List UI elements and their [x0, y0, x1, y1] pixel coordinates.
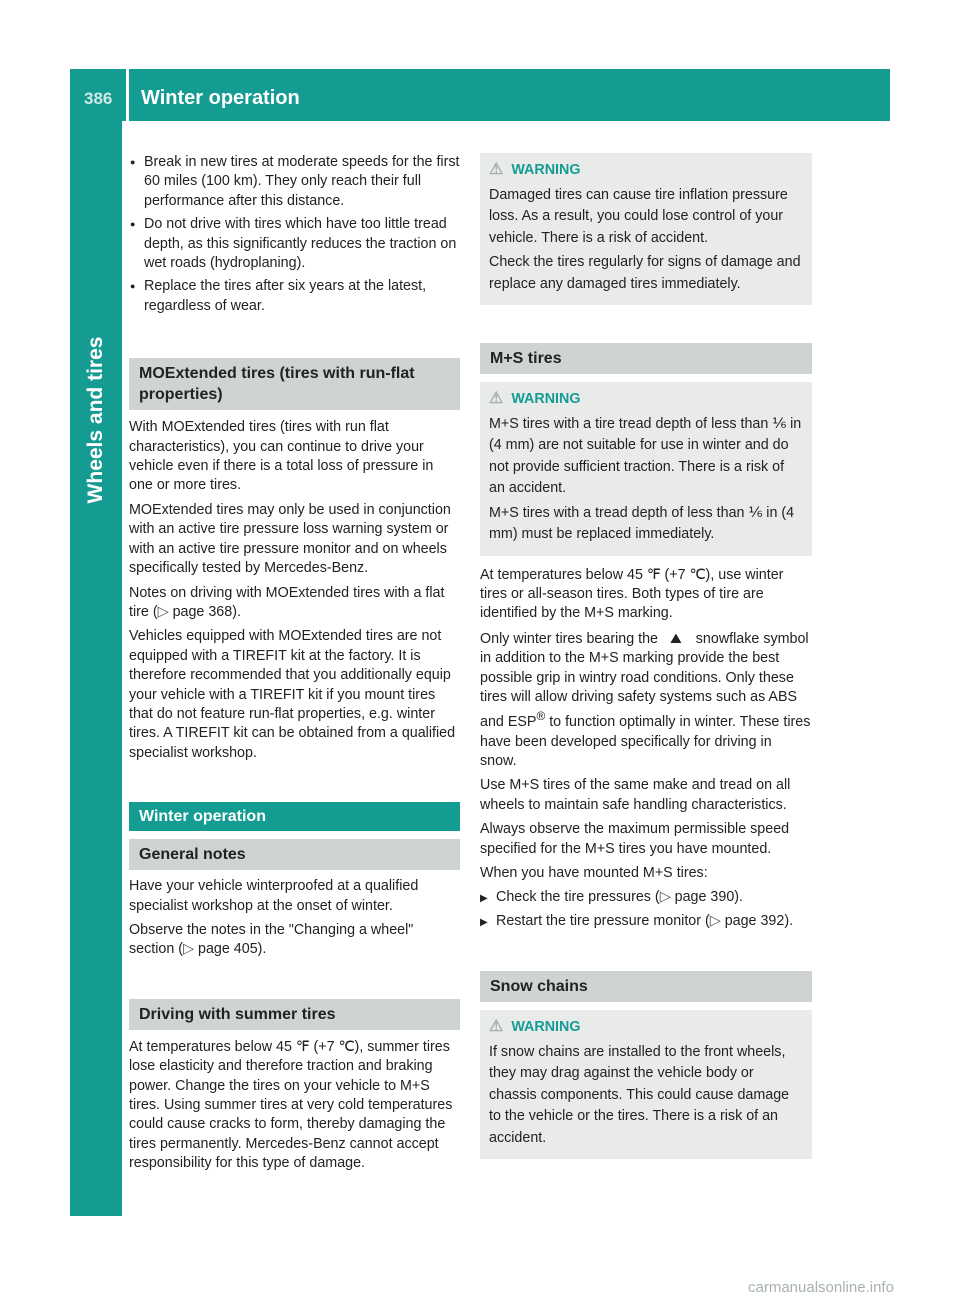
warning-title [489, 1016, 803, 1039]
warning-text: Check the tires regularly for signs of damage and replace any damaged tires immediately. [489, 254, 801, 292]
page-number: 386 [84, 89, 113, 108]
paragraph-text: Observe the notes in the "Changing a wheel" section ( [129, 921, 414, 958]
list-item: ● Break in new tires at moderate speeds for the first 60 miles (100 km). They only reach their full performance after this distance. [129, 153, 460, 211]
page-ref-link[interactable]: page 405 [198, 941, 258, 958]
tire-tips-list [129, 153, 460, 316]
paragraph: With MOExtended tires (tires with run flat characteristics), you can continue to drive your vehicle even if there is a total loss of pressure in one or more tires. [129, 419, 434, 494]
paragraph: Have your vehicle winterproofed at a qualified specialist workshop at the onset of winter. [129, 878, 419, 914]
page-ref-link[interactable]: page 392 [724, 912, 785, 929]
step-text: Restart the tire pressure monitor ( [496, 912, 710, 929]
section-heading-general-notes: General notes [129, 839, 460, 870]
watermark: carmanualsonline.info [748, 1279, 894, 1296]
paragraph-text: Only winter tires bearing the [480, 630, 658, 647]
step-text: ). [734, 889, 744, 906]
step-text: ). [784, 912, 794, 929]
warning-text: M+S tires with a tire tread depth of less than ⅙ in (4 mm) are not suitable for use in winter and do not provide sufficient traction. There is a risk of an accident. [489, 415, 802, 496]
chapter-label: Wheels and tires [84, 336, 107, 504]
paragraph: When you have mounted M+S tires: [480, 864, 708, 881]
warning-triangle-icon: ⚠ [489, 1018, 504, 1036]
registered-mark: ® [536, 709, 546, 724]
section-heading-moextended: MOExtended tires (tires with run-flat properties) [129, 358, 460, 410]
paragraph [129, 584, 460, 623]
paragraph-text: to function optimally in winter. These tires have been developed specifically for driving in snow. [480, 714, 811, 769]
warning-title [489, 159, 803, 182]
warning-triangle-icon: ⚠ [489, 161, 504, 178]
paragraph: At temperatures below 45 ℉ (+7 ℃), summer tires lose elasticity and therefore traction and braking power. Change the tires on your vehicle to M+S tires. Using summer tires at very cold temperatures could cause cracks to form, thereby damaging the tires permanently. Mercedes-Benz cannot accept responsibility for this type of damage. [129, 1038, 453, 1172]
warning-label: WARNING [511, 1019, 581, 1036]
section-heading-winter-operation: Winter operation [129, 802, 460, 831]
warning-box [480, 1010, 812, 1159]
warning-text: If snow chains are installed to the front wheels, they may drag against the vehicle body or chassis components. This could cause damage to the vehicle or the tires. There is a risk of an accident. [489, 1043, 790, 1146]
warning-label: WARNING [511, 162, 581, 178]
page-title: Winter operation [141, 87, 300, 109]
warning-title [489, 388, 803, 411]
paragraph-text: ). [257, 941, 267, 958]
paragraph-text: snowflake symbol in addition to the M+S marking provide the best possible grip in wintry road conditions. Only these tires will allow driving safety systems such as ABS and ESP [480, 630, 809, 731]
right-column [480, 153, 812, 1159]
list-item: ● Replace the tires after six years at the latest, regardless of wear. [129, 277, 460, 316]
page-ref-link[interactable]: page 390 [674, 889, 735, 906]
steps-list [480, 888, 812, 931]
warning-triangle-icon: ⚠ [489, 390, 504, 407]
paragraph [129, 921, 460, 960]
warning-box [480, 153, 812, 305]
snowflake-mountain-icon: ⛰ [670, 629, 682, 646]
step-text: Check the tire pressures ( [496, 889, 660, 906]
warning-box [480, 382, 812, 556]
step-item [480, 912, 812, 931]
header-divider [126, 69, 129, 121]
warning-text: Damaged tires can cause tire inflation pressure loss. As a result, you could lose control of your vehicle. There is a risk of accident. [489, 186, 788, 246]
chapter-side-tab [70, 121, 122, 1216]
paragraph-text: Notes on driving with MOExtended tires with a flat tire ( [129, 584, 445, 620]
paragraph: At temperatures below 45 ℉ (+7 ℃), use winter tires or all-season tires. Both types of tire are identified by the M+S marking. [480, 566, 784, 622]
step-item [480, 888, 812, 907]
page-ref-arrow-icon: ▷ [183, 941, 199, 958]
section-heading-snow-chains: Snow chains [480, 971, 812, 1002]
paragraph: Always observe the maximum permissible speed specified for the M+S tires you have mounted. [480, 821, 790, 857]
warning-text: M+S tires with a tread depth of less than ⅙ in (4 mm) must be replaced immediately. [489, 504, 795, 542]
paragraph: MOExtended tires may only be used in conjunction with an active tire pressure loss warning system or with an active tire pressure monitor and on wheels specifically tested by Mercedes-Benz. [129, 501, 451, 577]
page-ref-link[interactable]: page 368 [172, 603, 233, 620]
paragraph: Vehicles equipped with MOExtended tires are not equipped with a TIREFIT kit at the factory. It is therefore recommended that you additionally equip your vehicle with a TIREFIT kit if you mount tires that do not feature run-flat properties, e.g. winter tires. A TIREFIT kit can be obtained from a qualified specialist workshop. [129, 628, 456, 761]
page-ref-arrow-icon: ▷ [709, 912, 725, 929]
page-ref-arrow-icon: ▷ [157, 603, 173, 620]
paragraph: Use M+S tires of the same make and tread on all wheels to maintain safe handling characteristics. [480, 777, 791, 813]
section-heading-ms-tires: M+S tires [480, 343, 812, 374]
paragraph [480, 629, 812, 772]
warning-label: WARNING [511, 391, 581, 407]
left-column [129, 153, 460, 1179]
section-heading-summer-tires: Driving with summer tires [129, 999, 460, 1030]
list-item: ● Do not drive with tires which have too little tread depth, as this significantly reduces the traction on wet roads (hydroplaning). [129, 215, 460, 273]
paragraph-text: ). [232, 603, 241, 620]
page-ref-arrow-icon: ▷ [659, 889, 675, 906]
